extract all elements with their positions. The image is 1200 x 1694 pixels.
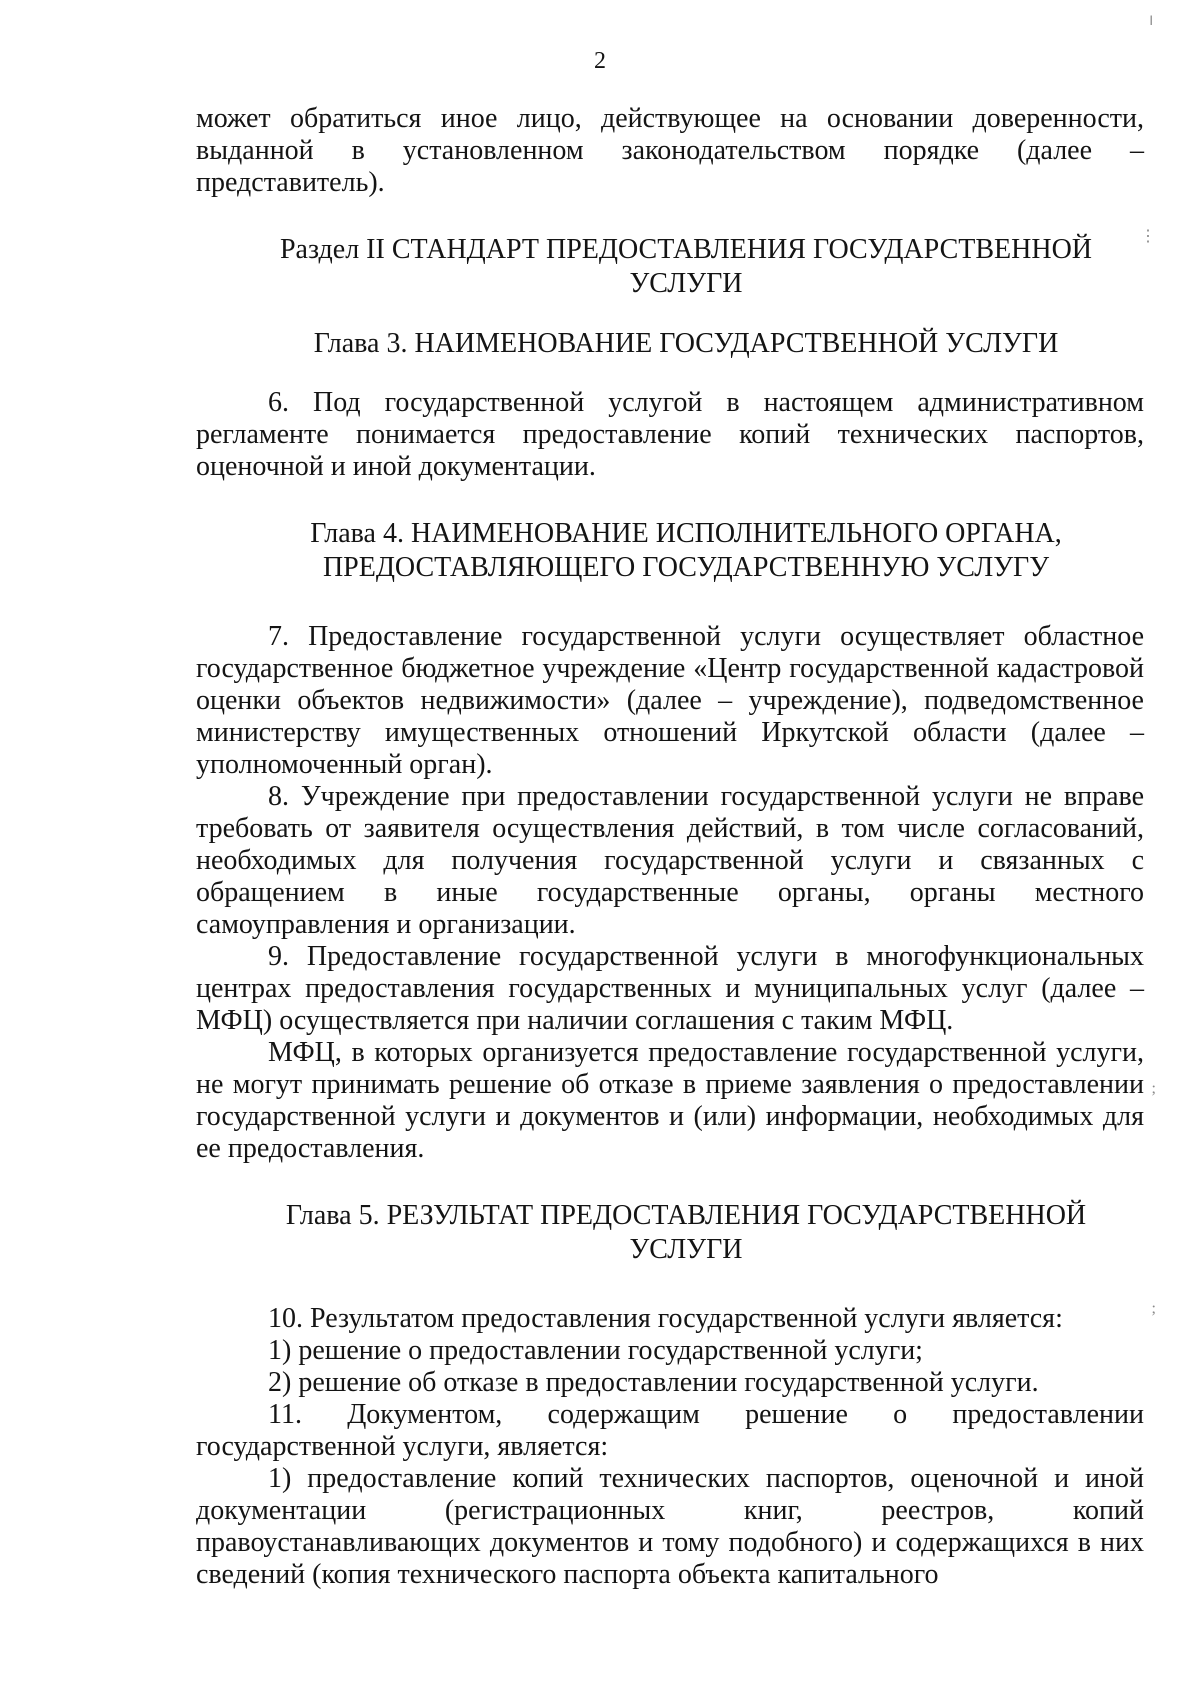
paragraph-9-mfc: МФЦ, в которых организуется предоставление государственной услуги, не могут принимать решение об отказе в приеме заявления о предоставлении государственной услуги и документов и (или) информации, необходимых для ее предоставления. <box>196 1037 1144 1164</box>
paragraph-10-item-1: 1) решение о предоставлении государственной услуги; <box>268 1335 923 1366</box>
scan-artifact: ⋮ <box>1140 228 1156 245</box>
paragraph-6: 6. Под государственной услугой в настоящем административном регламенте понимается предоставление копий технических паспортов, оценочной и иной документации. <box>196 387 1144 482</box>
paragraph-10: 10. Результатом предоставления государственной услуги является: <box>268 1303 1063 1334</box>
scan-artifact: ; <box>1151 1080 1156 1097</box>
paragraph-9: 9. Предоставление государственной услуги в многофункциональных центрах предоставления государственных и муниципальных услуг (далее – МФЦ) осуществляется при наличии соглашения с таким МФЦ. <box>196 941 1144 1036</box>
chapter-3-title: Глава 3. НАИМЕНОВАНИЕ ГОСУДАРСТВЕННОЙ УСЛУГИ <box>313 328 1059 359</box>
document-body <box>196 103 1144 1591</box>
paragraph-11: 11. Документом, содержащим решение о предоставлении государственной услуги, является: <box>196 1399 1144 1462</box>
scan-artifact: ; <box>1151 1300 1156 1317</box>
intro-paragraph: может обратиться иное лицо, действующее на основании доверенности, выданной в установленном законодательством порядке (далее – представитель). <box>196 103 1144 198</box>
paragraph-7: 7. Предоставление государственной услуги осуществляет областное государственное бюджетное учреждение «Центр государственной кадастровой оценки объектов недвижимости» (далее – учреждение), подведомственное министерству имущественных отношений Иркутской области (далее – уполномоченный орган). <box>196 621 1144 780</box>
paragraph-10-item-2: 2) решение об отказе в предоставлении государственной услуги. <box>268 1367 1039 1398</box>
chapter-4-title: Глава 4. НАИМЕНОВАНИЕ ИСПОЛНИТЕЛЬНОГО ОРГАНА, ПРЕДОСТАВЛЯЮЩЕГО ГОСУДАРСТВЕННУЮ УСЛУГУ <box>310 518 1062 583</box>
paragraph-8: 8. Учреждение при предоставлении государственной услуги не вправе требовать от заявителя осуществления действий, в том числе согласований, необходимых для получения государственной услуги и связанных с обращением в иные государственные органы, органы местного самоуправления и организации. <box>196 781 1144 940</box>
section-2-title: Раздел II СТАНДАРТ ПРЕДОСТАВЛЕНИЯ ГОСУДАРСТВЕННОЙ УСЛУГИ <box>279 234 1093 299</box>
paragraph-11-item-1: 1) предоставление копий технических паспортов, оценочной и иной документации (регистрационных книг, реестров, копий правоустанавливающих документов и тому подобного) и содержащихся в них сведений (копия технического паспорта объекта капитального <box>196 1463 1144 1590</box>
scan-artifact: ╷ <box>1146 8 1156 25</box>
page-number: 2 <box>594 48 606 74</box>
chapter-5-title: Глава 5. РЕЗУЛЬТАТ ПРЕДОСТАВЛЕНИЯ ГОСУДАРСТВЕННОЙ УСЛУГИ <box>285 1200 1087 1265</box>
